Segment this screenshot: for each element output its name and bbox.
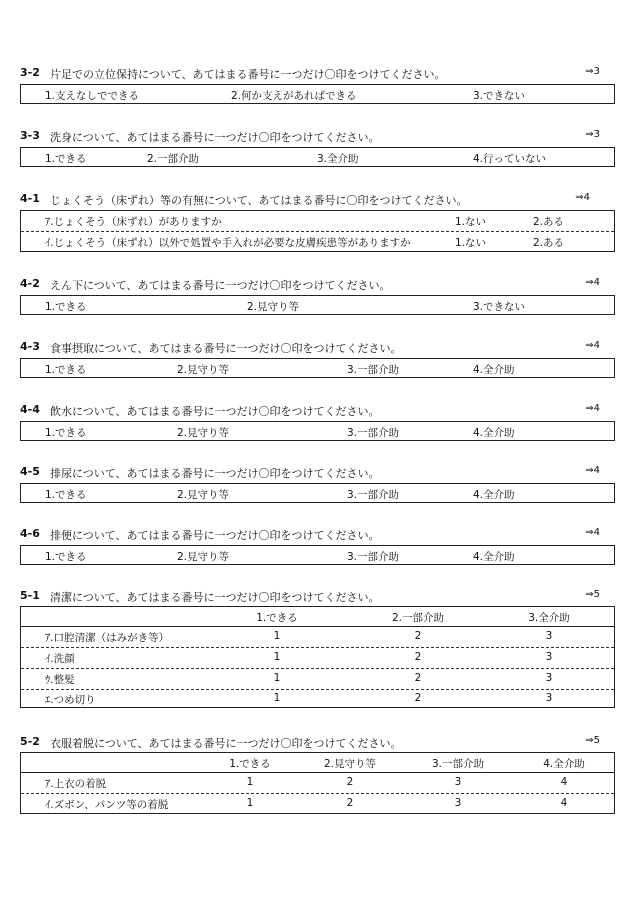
question-4-5-header bbox=[20, 465, 620, 481]
question-number: 5-2 bbox=[20, 735, 40, 748]
option-3[interactable]: 3.できない bbox=[473, 90, 526, 102]
question-number: 4-2 bbox=[20, 277, 40, 290]
column-header: 1.できる bbox=[256, 612, 298, 624]
row-divider bbox=[21, 793, 614, 794]
question-number: 4-6 bbox=[20, 527, 40, 540]
question-5-1-header bbox=[20, 589, 620, 605]
row-label: ｳ.整髪 bbox=[45, 674, 75, 686]
option-present[interactable]: 2.ある bbox=[533, 216, 565, 228]
option-4[interactable]: 4.全介助 bbox=[473, 551, 515, 563]
option-1[interactable]: 1.できる bbox=[45, 153, 87, 165]
row-label: ｲ.じょくそう（床ずれ）以外で処置や手入れが必要な皮膚疾患等がありますか bbox=[45, 237, 411, 249]
option-3[interactable]: 3.全介助 bbox=[317, 153, 359, 165]
section-ref: ⇒4 bbox=[585, 340, 600, 351]
question-text: 排尿について、あてはまる番号に一つだけ〇印をつけてください。 bbox=[50, 467, 380, 480]
choice-cell[interactable]: 1 bbox=[273, 692, 281, 704]
row-label: ｱ.上衣の着脱 bbox=[45, 778, 107, 790]
option-3[interactable]: 3.できない bbox=[473, 301, 526, 313]
question-4-2-options bbox=[20, 295, 615, 315]
choice-cell[interactable]: 2 bbox=[414, 630, 422, 642]
question-5-2-table bbox=[20, 752, 615, 814]
row-divider bbox=[21, 689, 614, 690]
question-number: 4-3 bbox=[20, 340, 40, 353]
option-1[interactable]: 1.できる bbox=[45, 489, 87, 501]
choice-cell[interactable]: 2 bbox=[414, 692, 422, 704]
question-text: 清潔について、あてはまる番号に一つだけ〇印をつけてください。 bbox=[50, 591, 380, 604]
choice-cell[interactable]: 3 bbox=[454, 797, 462, 809]
choice-cell[interactable]: 4 bbox=[560, 797, 568, 809]
question-text: じょくそう（床ずれ）等の有無について、あてはまる番号に〇印をつけてください。 bbox=[50, 194, 468, 207]
question-text: 衣服着脱について、あてはまる番号に一つだけ〇印をつけてください。 bbox=[50, 737, 402, 750]
row-label: ｱ.じょくそう（床ずれ）がありますか bbox=[45, 216, 222, 228]
question-3-2-header bbox=[20, 66, 620, 82]
question-4-1-table bbox=[20, 210, 615, 252]
row-divider bbox=[21, 668, 614, 669]
choice-cell[interactable]: 2 bbox=[346, 776, 354, 788]
choice-cell[interactable]: 3 bbox=[545, 692, 553, 704]
choice-cell[interactable]: 1 bbox=[273, 630, 281, 642]
question-number: 3-2 bbox=[20, 66, 40, 79]
row-label: ｲ.洗顔 bbox=[45, 653, 75, 665]
section-ref: ⇒3 bbox=[585, 66, 600, 77]
option-4[interactable]: 4.行っていない bbox=[473, 153, 547, 165]
question-text: 片足での立位保持について、あてはまる番号に一つだけ〇印をつけてください。 bbox=[50, 68, 446, 81]
option-1[interactable]: 1.できる bbox=[45, 427, 87, 439]
option-2[interactable]: 2.見守り等 bbox=[177, 427, 230, 439]
question-4-1-header bbox=[20, 192, 620, 208]
option-2[interactable]: 2.何か支えがあればできる bbox=[231, 90, 357, 102]
row-divider bbox=[21, 231, 614, 232]
section-ref: ⇒4 bbox=[585, 403, 600, 414]
question-number: 3-3 bbox=[20, 129, 40, 142]
section-ref: ⇒3 bbox=[585, 129, 600, 140]
question-number: 4-4 bbox=[20, 403, 40, 416]
option-2[interactable]: 2.一部介助 bbox=[147, 153, 200, 165]
option-4[interactable]: 4.全介助 bbox=[473, 364, 515, 376]
choice-cell[interactable]: 2 bbox=[414, 672, 422, 684]
choice-cell[interactable]: 4 bbox=[560, 776, 568, 788]
choice-cell[interactable]: 2 bbox=[414, 651, 422, 663]
question-3-2-options bbox=[20, 84, 615, 104]
option-3[interactable]: 3.一部介助 bbox=[347, 489, 400, 501]
question-3-3-header bbox=[20, 129, 620, 145]
question-5-2-header bbox=[20, 735, 620, 751]
question-text: 洗身について、あてはまる番号に一つだけ〇印をつけてください。 bbox=[50, 131, 380, 144]
option-1[interactable]: 1.できる bbox=[45, 364, 87, 376]
question-4-3-options bbox=[20, 358, 615, 378]
section-ref: ⇒4 bbox=[585, 527, 600, 538]
header-divider bbox=[21, 772, 614, 773]
choice-cell[interactable]: 1 bbox=[246, 797, 254, 809]
option-4[interactable]: 4.全介助 bbox=[473, 427, 515, 439]
header-divider bbox=[21, 626, 614, 627]
choice-cell[interactable]: 3 bbox=[545, 630, 553, 642]
question-text: 飲水について、あてはまる番号に一つだけ〇印をつけてください。 bbox=[50, 405, 380, 418]
option-2[interactable]: 2.見守り等 bbox=[247, 301, 300, 313]
option-4[interactable]: 4.全介助 bbox=[473, 489, 515, 501]
row-label: ｴ.つめ切り bbox=[45, 694, 96, 706]
question-number: 5-1 bbox=[20, 589, 40, 602]
option-3[interactable]: 3.一部介助 bbox=[347, 364, 400, 376]
question-4-4-header bbox=[20, 403, 620, 419]
question-4-6-header bbox=[20, 527, 620, 543]
section-ref: ⇒5 bbox=[585, 589, 600, 600]
question-text: えん下について、あてはまる番号に一つだけ〇印をつけてください。 bbox=[50, 279, 391, 292]
option-2[interactable]: 2.見守り等 bbox=[177, 489, 230, 501]
section-ref: ⇒4 bbox=[585, 465, 600, 476]
option-2[interactable]: 2.見守り等 bbox=[177, 551, 230, 563]
option-none[interactable]: 1.ない bbox=[455, 216, 487, 228]
question-4-2-header bbox=[20, 277, 620, 293]
row-label: ｲ.ズボン、パンツ等の着脱 bbox=[45, 799, 169, 811]
question-4-3-header bbox=[20, 340, 620, 356]
question-4-6-options bbox=[20, 545, 615, 565]
column-header: 2.一部介助 bbox=[391, 612, 445, 624]
column-header: 1.できる bbox=[229, 758, 271, 770]
option-1[interactable]: 1.できる bbox=[45, 551, 87, 563]
column-header: 2.見守り等 bbox=[323, 758, 377, 770]
choice-cell[interactable]: 1 bbox=[273, 651, 281, 663]
option-2[interactable]: 2.見守り等 bbox=[177, 364, 230, 376]
choice-cell[interactable]: 1 bbox=[246, 776, 254, 788]
section-ref: ⇒5 bbox=[585, 735, 600, 746]
row-divider bbox=[21, 647, 614, 648]
question-text: 食事摂取について、あてはまる番号に一つだけ〇印をつけてください。 bbox=[50, 342, 402, 355]
option-1[interactable]: 1.支えなしでできる bbox=[45, 90, 140, 102]
option-3[interactable]: 3.一部介助 bbox=[347, 427, 400, 439]
choice-cell[interactable]: 2 bbox=[346, 797, 354, 809]
option-present[interactable]: 2.ある bbox=[533, 237, 565, 249]
section-ref: ⇒4 bbox=[575, 192, 590, 203]
column-header: 4.全介助 bbox=[543, 758, 585, 770]
section-ref: ⇒4 bbox=[585, 277, 600, 288]
option-none[interactable]: 1.ない bbox=[455, 237, 487, 249]
question-4-4-options bbox=[20, 421, 615, 441]
column-header: 3.一部介助 bbox=[431, 758, 485, 770]
choice-cell[interactable]: 3 bbox=[545, 672, 553, 684]
question-number: 4-5 bbox=[20, 465, 40, 478]
question-number: 4-1 bbox=[20, 192, 40, 205]
option-1[interactable]: 1.できる bbox=[45, 301, 87, 313]
choice-cell[interactable]: 3 bbox=[454, 776, 462, 788]
question-4-5-options bbox=[20, 483, 615, 503]
question-5-1-table bbox=[20, 606, 615, 708]
column-header: 3.全介助 bbox=[528, 612, 570, 624]
choice-cell[interactable]: 3 bbox=[545, 651, 553, 663]
question-text: 排便について、あてはまる番号に一つだけ〇印をつけてください。 bbox=[50, 529, 380, 542]
row-label: ｱ.口腔清潔（はみがき等） bbox=[45, 632, 170, 644]
option-3[interactable]: 3.一部介助 bbox=[347, 551, 400, 563]
question-3-3-options bbox=[20, 147, 615, 167]
choice-cell[interactable]: 1 bbox=[273, 672, 281, 684]
